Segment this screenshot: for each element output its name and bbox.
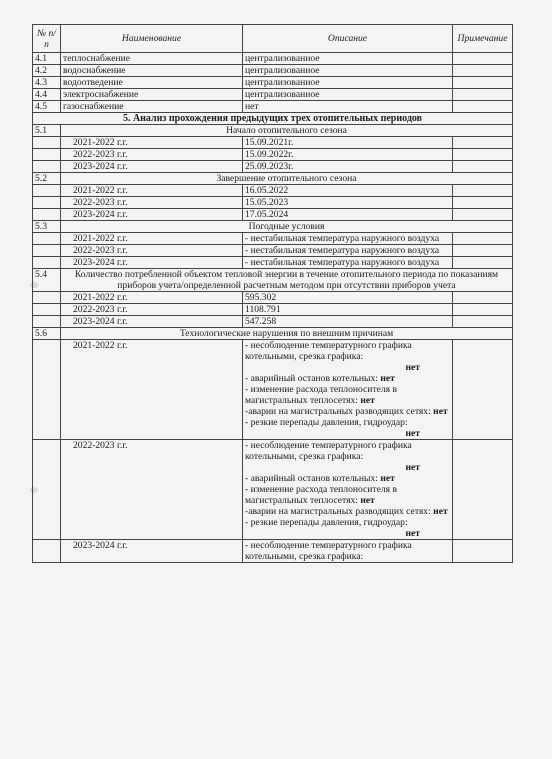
violation-item: - несоблюдение температурного графика котельными, срезка графика: <box>245 440 412 462</box>
season-value: 25.09.2023г. <box>243 161 453 173</box>
table-header-row <box>33 25 513 53</box>
season-value: 15.09.2022г. <box>243 149 453 161</box>
season-label: 2021-2022 г.г. <box>61 185 243 197</box>
table-row <box>33 540 513 563</box>
violations-list <box>243 540 453 563</box>
table-row <box>33 257 513 269</box>
violation-value: нет <box>433 406 448 417</box>
season-value: - нестабильная температура наружного воздуха <box>243 257 453 269</box>
row-note <box>453 101 513 113</box>
table-row <box>33 197 513 209</box>
season-label: 2023-2024 г.г. <box>61 161 243 173</box>
season-value: - нестабильная температура наружного воздуха <box>243 245 453 257</box>
table-row <box>33 53 513 65</box>
season-value: 595.302 <box>243 292 453 304</box>
violation-value: нет <box>433 506 448 517</box>
table-row <box>33 304 513 316</box>
row-note <box>453 65 513 77</box>
subsection-title: Начало отопительного сезона <box>61 125 513 137</box>
table-row <box>33 316 513 328</box>
table-row <box>33 149 513 161</box>
season-label: 2023-2024 г.г. <box>61 209 243 221</box>
violation-item: -аварии на магистральных разводящих сетях: <box>245 506 431 517</box>
subsection-row <box>33 328 513 340</box>
violation-value: нет <box>360 395 375 406</box>
violation-item: -аварии на магистральных разводящих сетях: <box>245 406 431 417</box>
violation-value: нет <box>360 495 375 506</box>
section-5-title: 5. Анализ прохождения предыдущих трех отопительных периодов <box>33 113 513 125</box>
violation-item: - несоблюдение температурного графика котельными, срезка графика: <box>245 540 412 562</box>
table-row <box>33 209 513 221</box>
violation-item: - аварийный останов котельных: <box>245 373 378 384</box>
subsection-num: 5.3 <box>33 221 61 233</box>
violation-value: нет <box>380 373 395 384</box>
season-value: 1108.791 <box>243 304 453 316</box>
violation-value: нет <box>405 362 420 373</box>
violation-item: - аварийный останов котельных: <box>245 473 378 484</box>
header-num: № п/п <box>33 25 61 53</box>
table-row <box>33 89 513 101</box>
row-desc: централизованное <box>243 65 453 77</box>
season-value: 15.09.2021г. <box>243 137 453 149</box>
row-name: водоотведение <box>61 77 243 89</box>
subsection-row <box>33 221 513 233</box>
subsection-num: 5.6 <box>33 328 61 340</box>
violation-value: нет <box>405 428 420 439</box>
subsection-row <box>33 269 513 292</box>
row-num: 4.5 <box>33 101 61 113</box>
season-value: - нестабильная температура наружного воздуха <box>243 233 453 245</box>
season-label: 2023-2024 г.г. <box>61 316 243 328</box>
violation-item: - несоблюдение температурного графика котельными, срезка графика: <box>245 340 412 362</box>
row-desc: централизованное <box>243 77 453 89</box>
season-value: 17.05.2024 <box>243 209 453 221</box>
subsection-num: 5.1 <box>33 125 61 137</box>
violation-item: - изменение расхода теплоносителя в магистральных теплосетях: <box>245 484 398 506</box>
season-label: 2022-2023 г.г. <box>61 197 243 209</box>
season-label: 2023-2024 г.г. <box>61 257 243 269</box>
row-desc: централизованное <box>243 53 453 65</box>
season-label: 2021-2022 г.г. <box>61 137 243 149</box>
header-name: Наименование <box>61 25 243 53</box>
violation-value: нет <box>405 462 420 473</box>
table-row <box>33 77 513 89</box>
document-page <box>32 24 512 563</box>
season-label: 2022-2023 г.г. <box>61 304 243 316</box>
season-label: 2022-2023 г.г. <box>61 149 243 161</box>
table-row <box>33 245 513 257</box>
season-label: 2022-2023 г.г. <box>61 440 243 540</box>
violation-value: нет <box>405 528 420 539</box>
header-note: Примечание <box>453 25 513 53</box>
season-value: 16.05.2022 <box>243 185 453 197</box>
season-label: 2021-2022 г.г. <box>61 340 243 440</box>
season-label: 2023-2024 г.г. <box>61 540 243 563</box>
subsection-title: Погодные условия <box>61 221 513 233</box>
table-row <box>33 340 513 440</box>
violation-item: - резкие перепады давления, гидроудар: <box>245 517 408 528</box>
violations-list <box>243 440 453 540</box>
row-note <box>453 53 513 65</box>
subsection-row <box>33 173 513 185</box>
row-num: 4.1 <box>33 53 61 65</box>
table-row <box>33 101 513 113</box>
row-note <box>453 89 513 101</box>
row-num: 4.3 <box>33 77 61 89</box>
row-note <box>453 77 513 89</box>
table-row <box>33 292 513 304</box>
heating-analysis-table <box>32 24 513 563</box>
season-label: 2021-2022 г.г. <box>61 233 243 245</box>
row-name: электроснабжение <box>61 89 243 101</box>
header-desc: Описание <box>243 25 453 53</box>
subsection-num: 5.2 <box>33 173 61 185</box>
row-num: 4.4 <box>33 89 61 101</box>
season-label: 2021-2022 г.г. <box>61 292 243 304</box>
table-row <box>33 440 513 540</box>
violation-value: нет <box>380 473 395 484</box>
table-row <box>33 233 513 245</box>
subsection-num: 5.4 <box>33 269 61 292</box>
table-row <box>33 185 513 197</box>
row-desc: нет <box>243 101 453 113</box>
violation-item: - изменение расхода теплоносителя в магистральных теплосетях: <box>245 384 398 406</box>
section-title-row <box>33 113 513 125</box>
season-value: 15.05.2023 <box>243 197 453 209</box>
subsection-title: Количество потребленной объектом тепловой энергии в течение отопительного периода по показаниям приборов учета/определенной расчетным методом при отсутствии приборов учета <box>61 269 513 292</box>
subsection-row <box>33 125 513 137</box>
subsection-title: Технологические нарушения по внешним причинам <box>61 328 513 340</box>
row-name: теплоснабжение <box>61 53 243 65</box>
violation-item: - резкие перепады давления, гидроудар: <box>245 417 408 428</box>
subsection-title: Завершение отопительного сезона <box>61 173 513 185</box>
row-name: водоснабжение <box>61 65 243 77</box>
season-value: 547.258 <box>243 316 453 328</box>
row-num: 4.2 <box>33 65 61 77</box>
season-label: 2022-2023 г.г. <box>61 245 243 257</box>
table-row <box>33 161 513 173</box>
row-desc: централизованное <box>243 89 453 101</box>
table-row <box>33 137 513 149</box>
violations-list <box>243 340 453 440</box>
row-name: газоснабжение <box>61 101 243 113</box>
table-row <box>33 65 513 77</box>
